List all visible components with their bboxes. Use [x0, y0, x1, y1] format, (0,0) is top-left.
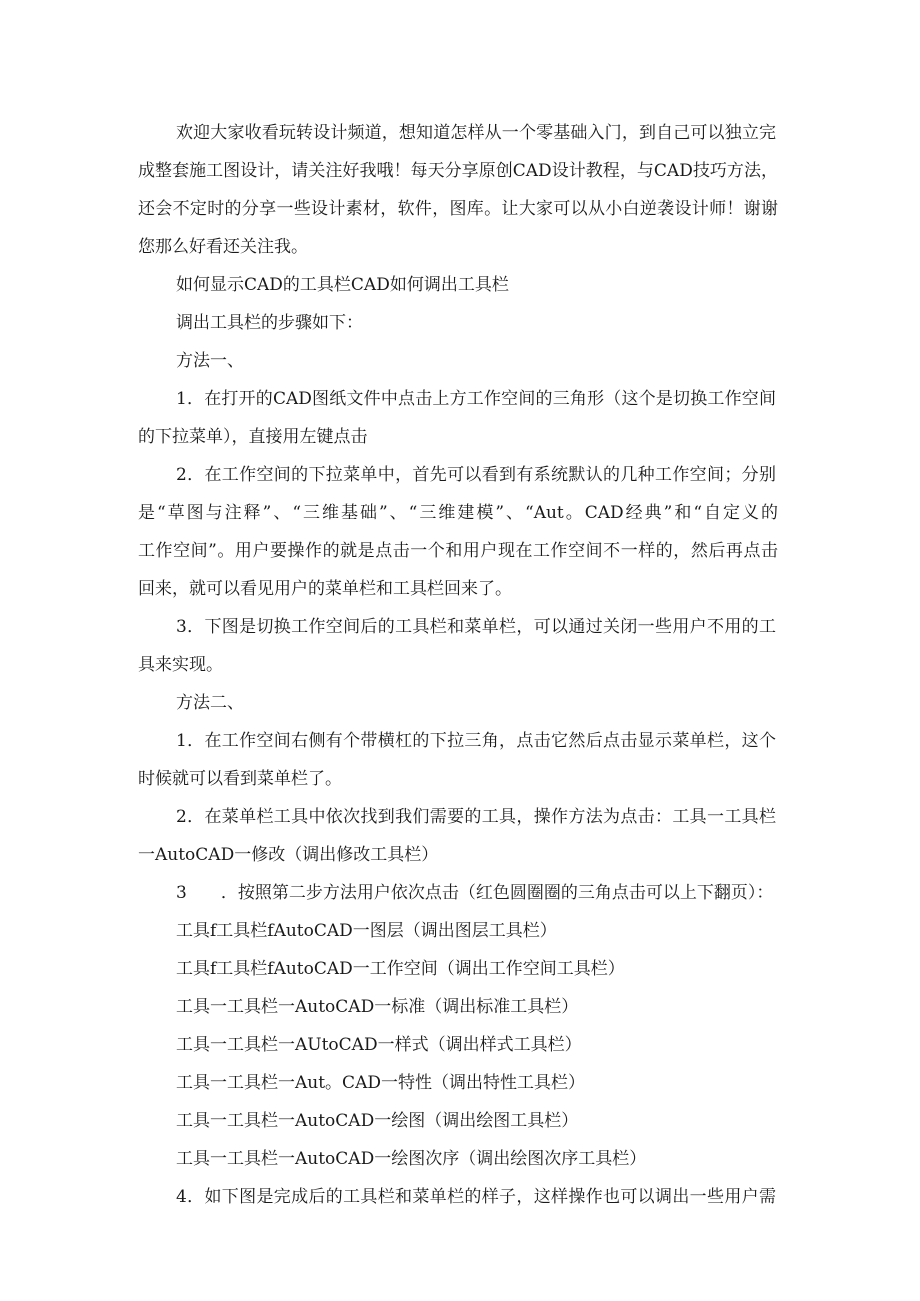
method-two-step-3: 3 ．按照第二步方法用户依次点击（红色圆圈圈的三角点击可以上下翻页）： — [176, 883, 774, 903]
method-one-step-2-line-3: 工作空间”。用户要操作的就是点击一个和用户现在工作空间不一样的，然后再点击 — [138, 541, 778, 561]
method-one-step-2-line-2: 是“草图与注释”、“三维基础”、“三维建模”、“Aut。CAD经典”和“自定义的 — [138, 503, 778, 523]
intro-line-3: 还会不定时的分享一些设计素材，软件，图库。让大家可以从小白逆袭设计师！谢谢 — [138, 199, 778, 219]
method-one-step-3-line-1: 3．下图是切换工作空间后的工具栏和菜单栏，可以通过关闭一些用户不用的工 — [176, 617, 776, 637]
method-two-step-2-line-1: 2．在菜单栏工具中依次找到我们需要的工具，操作方法为点击：工具一工具栏 — [176, 807, 776, 827]
toolbar-path-2: 工具f工具栏fAutoCAD一工作空间（调出工作空间工具栏） — [176, 959, 625, 979]
method-one-heading: 方法一、 — [176, 351, 244, 371]
intro-line-1: 欢迎大家收看玩转设计频道，想知道怎样从一个零基础入门，到自己可以独立完 — [176, 123, 776, 143]
method-one-step-2-line-1: 2．在工作空间的下拉菜单中，首先可以看到有系统默认的几种工作空间；分别 — [176, 465, 776, 485]
method-two-step-1-line-2: 时候就可以看到菜单栏了。 — [138, 769, 342, 789]
document-title: 如何显示CAD的工具栏CAD如何调出工具栏 — [176, 275, 509, 295]
toolbar-path-1: 工具f工具栏fAutoCAD一图层（调出图层工具栏） — [176, 921, 557, 941]
toolbar-path-5: 工具一工具栏一Aut。CAD一特性（调出特性工具栏） — [176, 1073, 585, 1093]
method-two-step-4: 4．如下图是完成后的工具栏和菜单栏的样子，这样操作也可以调出一些用户需 — [176, 1187, 776, 1207]
intro-line-2: 成整套施工图设计，请关注好我哦！每天分享原创CAD设计教程，与CAD技巧方法， — [138, 161, 778, 181]
method-one-step-2-line-4: 回来，就可以看见用户的菜单栏和工具栏回来了。 — [138, 579, 512, 599]
method-one-step-1-line-1: 1．在打开的CAD图纸文件中点击上方工作空间的三角形（这个是切换工作空间 — [176, 389, 776, 409]
intro-line-4: 您那么好看还关注我。 — [138, 237, 308, 257]
steps-intro: 调出工具栏的步骤如下： — [176, 313, 363, 333]
toolbar-path-7: 工具一工具栏一AutoCAD一绘图次序（调出绘图次序工具栏） — [176, 1149, 647, 1169]
method-two-step-2-line-2: 一AutoCAD一修改（调出修改工具栏） — [138, 845, 439, 865]
toolbar-path-6: 工具一工具栏一AutoCAD一绘图（调出绘图工具栏） — [176, 1111, 579, 1131]
method-one-step-3-line-2: 具来实现。 — [138, 655, 223, 675]
method-two-heading: 方法二、 — [176, 693, 244, 713]
method-one-step-1-line-2: 的下拉菜单），直接用左键点击 — [138, 427, 368, 447]
toolbar-path-4: 工具一工具栏一AUtoCAD一样式（调出样式工具栏） — [176, 1035, 582, 1055]
toolbar-path-3: 工具一工具栏一AutoCAD一标准（调出标准工具栏） — [176, 997, 579, 1017]
method-two-step-1-line-1: 1．在工作空间右侧有个带横杠的下拉三角，点击它然后点击显示菜单栏，这个 — [176, 731, 776, 751]
